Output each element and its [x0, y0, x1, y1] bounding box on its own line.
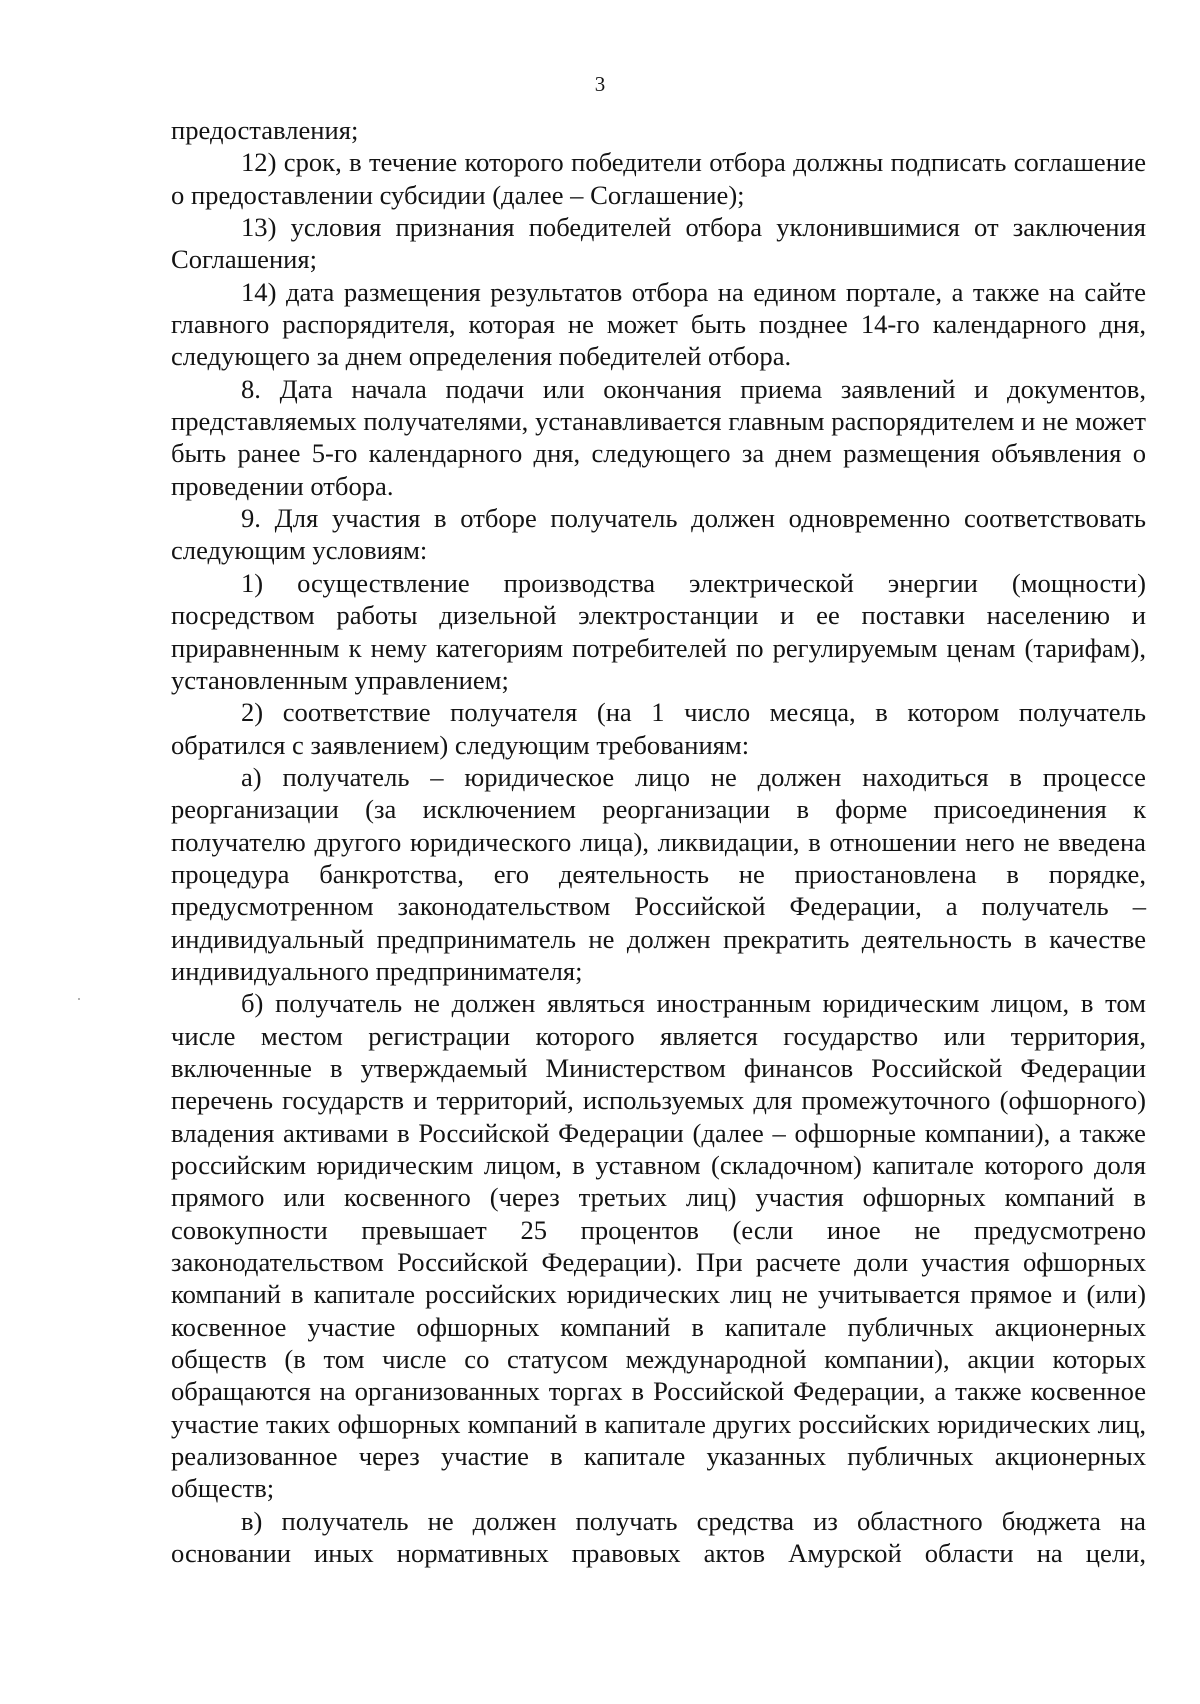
paragraph-section-9: 9. Для участия в отборе получатель должен одновременно соответствовать следующим условиям:: [171, 503, 1146, 566]
paragraph-item-12: 12) срок, в течение которого победители отбора должны подписать соглашение о предоставлении субсидии (далее – Соглашение);: [171, 147, 1146, 210]
paragraph-continuation: предоставления;: [171, 115, 359, 145]
paragraph-condition-1: 1) осуществление производства электрической энергии (мощности) посредством работы дизельной электростанции и ее поставки населению и приравненным к нему категориям потребителей по регулируемым ценам (тарифам), установленным управлением;: [171, 567, 1146, 695]
paragraph-requirement-b: б) получатель не должен являться иностранным юридическим лицом, в том числе местом регистрации которого является государство или территория, включенные в утверждаемый Министерством финансов Российской Федерации перечень государств и территорий, используемых для промежуточного (офшорного) владения активами в Российской Федерации (далее – офшорные компании), а также российским юридическим лицом, в уставном (складочном) капитале которого доля прямого или косвенного (через третьих лиц) участия офшорных компаний в совокупности превышает 25 процентов (если иное не предусмотрено законодательством Российской Федерации). При расчете доли участия офшорных компаний в капитале российских юридических лиц не учитывается прямое и (или) косвенное участие офшорных компаний в капитале публичных акционерных обществ (в том числе со статусом международной компании), акции которых обращаются на организованных торгах в Российской Федерации, а также косвенное участие таких офшорных компаний в капитале других российских юридических лиц, реализованное через участие в капитале указанных публичных акционерных обществ;: [171, 988, 1146, 1504]
document-body: [171, 114, 1146, 1569]
scan-speck: [78, 998, 80, 1000]
paragraph-requirement-a: а) получатель – юридическое лицо не должен находиться в процессе реорганизации (за исключением реорганизации в форме присоединения к получателю другого юридического лица), ликвидации, в отношении него не введена процедура банкротства, его деятельность не приостановлена в порядке, предусмотренном законодательством Российской Федерации, а получатель – индивидуальный предприниматель не должен прекратить деятельность в качестве индивидуального предпринимателя;: [171, 761, 1146, 986]
paragraph-requirement-v: в) получатель не должен получать средства из областного бюджета на основании иных нормативных правовых актов Амурской области на цели,: [171, 1505, 1146, 1569]
paragraph-section-8: 8. Дата начала подачи или окончания приема заявлений и документов, представляемых получателями, устанавливается главным распорядителем и не может быть ранее 5-го календарного дня, следующего за днем размещения объявления о проведении отбора.: [171, 373, 1146, 501]
page-number: 3: [594, 72, 606, 96]
paragraph-item-13: 13) условия признания победителей отбора уклонившимися от заключения Соглашения;: [171, 212, 1146, 275]
paragraph-item-14: 14) дата размещения результатов отбора на едином портале, а также на сайте главного распорядителя, которая не может быть позднее 14-го календарного дня, следующего за днем определения победителей отбора.: [171, 276, 1146, 372]
paragraph-condition-2: 2) соответствие получателя (на 1 число месяца, в котором получатель обратился с заявлением) следующим требованиям:: [171, 697, 1146, 760]
